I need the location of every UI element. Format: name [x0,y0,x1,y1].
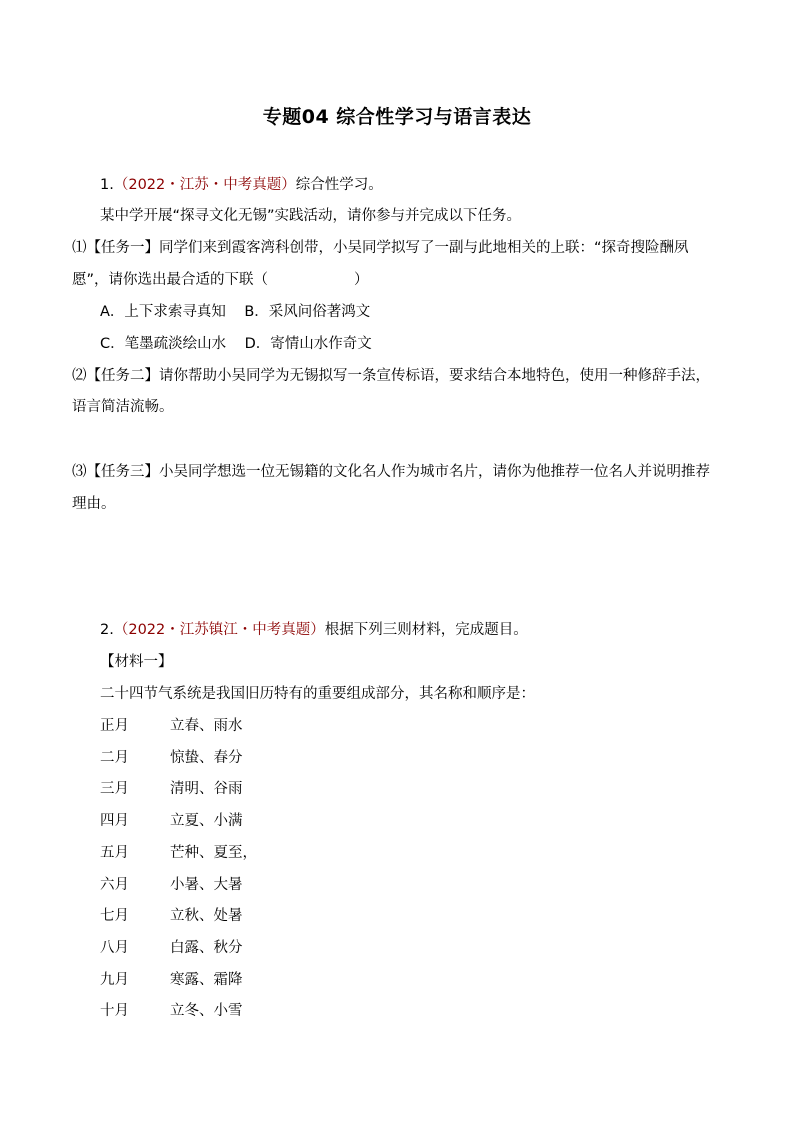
q2-lead: 根据下列三则材料，完成题目。 [324,622,528,638]
solar-terms-value: 立夏、小满 [170,813,243,830]
solar-terms-value: 惊蛰、春分 [170,749,243,766]
q1-source-close: ） [281,177,296,193]
solar-term-row [100,843,257,863]
month-label: 八月 [100,939,129,956]
q1-task3-line1: ⑶【任务三】小吴同学想选一位无锡籍的文化名人作为城市名片，请你为他推荐一位名人并说明推荐 [72,464,710,480]
q1-task2-line1: ⑵【任务二】请你帮助小吴同学为无锡拟写一条宣传标语，要求结合本地特色，使用一种修辞手法， [72,368,710,384]
solar-term-row [100,938,243,958]
q1-source-open: （ [113,177,129,193]
q2-source-open: （ [113,622,129,638]
q1-lead: 综合性学习。 [295,177,383,193]
q2-number: 2. [100,622,114,638]
q1-number: 1. [100,177,114,193]
month-label: 十月 [100,1003,129,1020]
solar-terms-value: 白露、秋分 [170,939,243,956]
q1-task1-line2-text: 愿”，请你选出最合适的下联（ [72,272,269,288]
solar-term-row [100,1001,243,1021]
q1-intro: 某中学开展“探寻文化无锡”实践活动，请你参与并完成以下任务。 [100,208,522,224]
q2-intro: 二十四节气系统是我国旧历特有的重要组成部分，其名称和顺序是： [100,686,535,702]
q1-task2-line2: 语言简洁流畅。 [72,399,174,415]
solar-term-row [100,970,243,990]
month-label: 二月 [100,749,129,766]
month-label: 五月 [100,844,129,861]
month-label: 四月 [100,813,129,830]
q1-options-row1 [100,302,370,322]
option-a: A．上下求索寻真知 [100,304,226,320]
q2-source: 2022・江苏镇江・中考真题 [128,622,311,638]
q1-source: 2022・江苏・中考真题 [128,177,282,193]
q2-source-close: ） [310,622,325,638]
solar-terms-value: 立冬、小雪 [170,1003,243,1020]
q1-options-row2 [100,334,372,354]
q1-task3-line2: 理由。 [72,496,116,512]
month-label: 正月 [100,718,129,734]
solar-term-row [100,716,243,736]
solar-term-row [100,811,243,831]
solar-term-row [100,748,243,768]
q1-header [100,175,383,195]
solar-terms-value: 清明、谷雨 [170,781,243,798]
solar-terms-value: 立秋、处暑 [170,908,243,925]
solar-terms-value: 小暑、大暑 [170,876,243,893]
month-label: 九月 [100,971,129,988]
solar-term-row [100,875,243,895]
q2-material1-label: 【材料一】 [100,654,173,670]
solar-term-row [100,906,243,926]
q1-task1-line2-close: ） [354,272,369,288]
q2-header [100,620,528,640]
option-c: C．笔墨疏淡绘山水 [100,336,227,352]
month-label: 七月 [100,908,129,925]
option-b: B．采风问俗著鸿文 [244,304,371,320]
month-label: 六月 [100,876,129,893]
solar-terms-value: 立春、雨水 [170,718,243,734]
option-d: D．寄情山水作奇文 [244,336,372,352]
q1-task1-line2 [72,270,369,290]
solar-terms-value: 芒种、夏至， [170,844,257,861]
page-title: 专题04 综合性学习与语言表达 [262,106,532,128]
month-label: 三月 [100,781,129,798]
q1-task1-line1: ⑴【任务一】同学们来到霞客湾科创带，小吴同学拟写了一副与此地相关的上联：“探奇搜险酬夙 [72,240,689,256]
solar-term-row [100,779,243,799]
solar-terms-value: 寒露、霜降 [170,971,243,988]
